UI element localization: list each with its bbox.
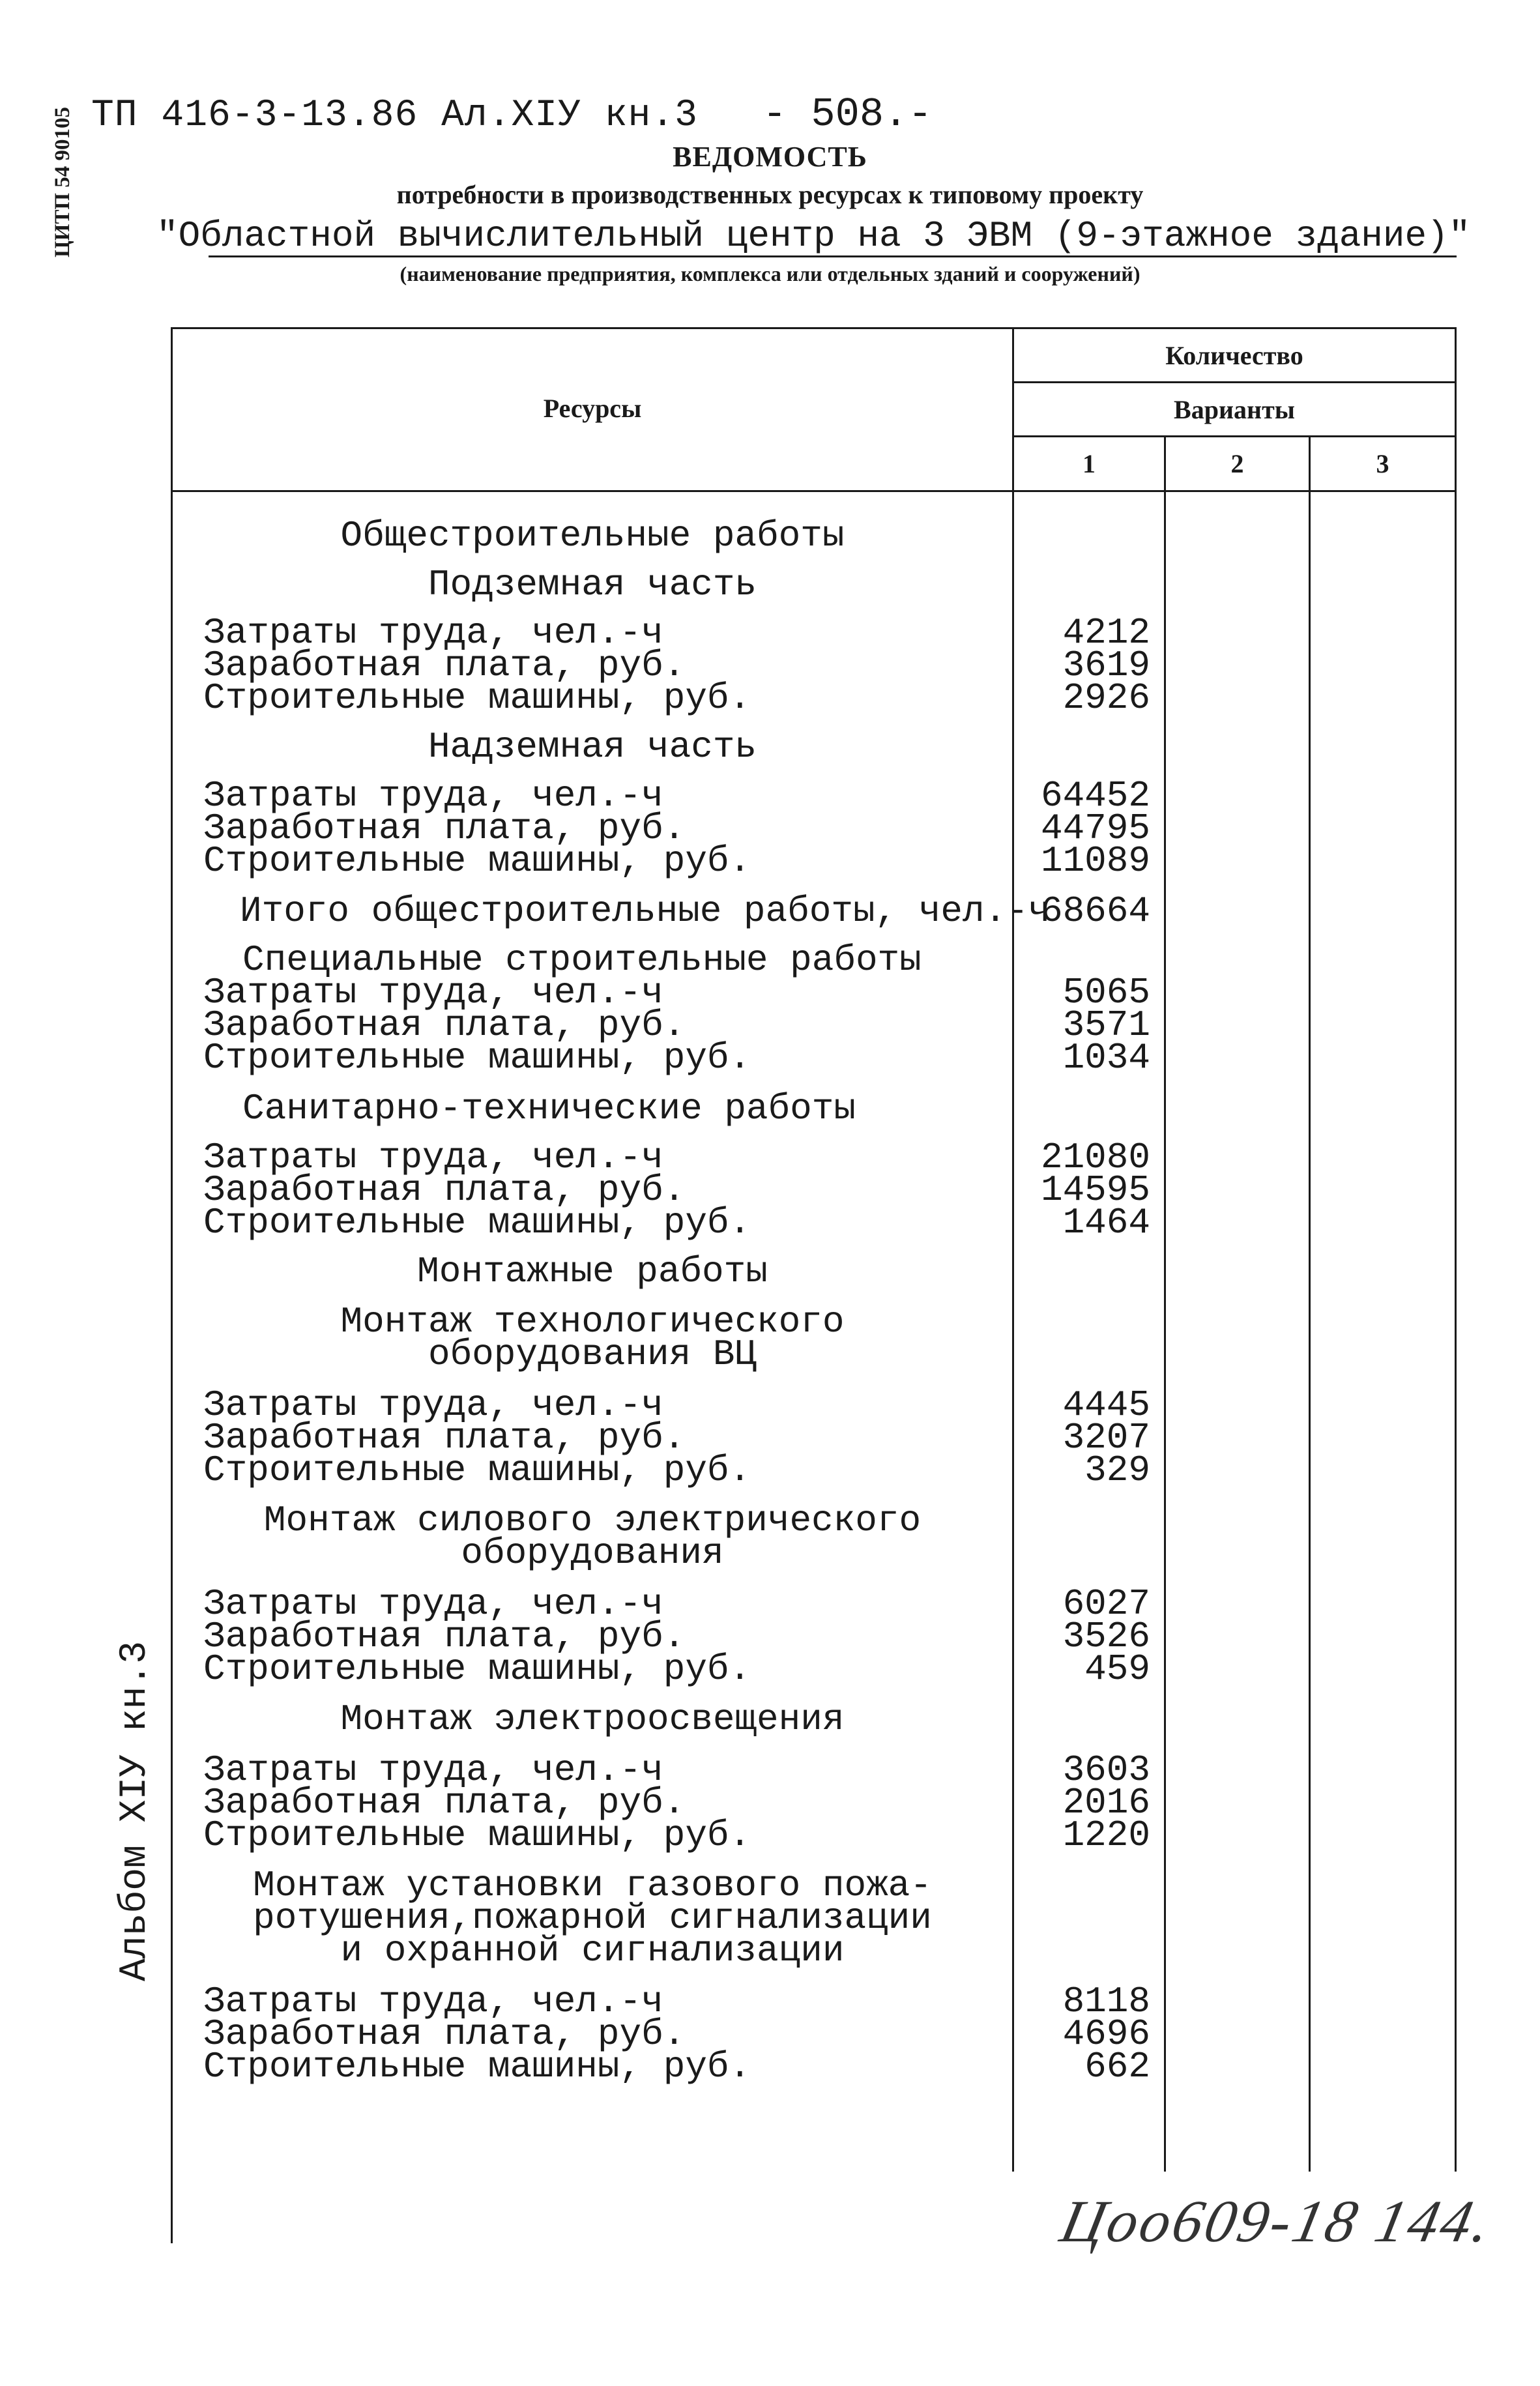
row-label: Заработная плата, руб. (203, 2013, 686, 2055)
row-label: Заработная плата, руб. (203, 1616, 686, 1657)
row-value: 11089 (1040, 840, 1150, 882)
section-heading: Общестроительные работы (340, 515, 845, 557)
row-value: 6027 (1062, 1583, 1150, 1625)
subsection-heading: Монтаж силового электрического (263, 1500, 922, 1541)
row-label: Строительные машины, руб. (203, 677, 751, 719)
subsection-heading: Монтаж установки газового пожа- (253, 1865, 932, 1906)
row-label: Заработная плата, руб. (203, 807, 686, 849)
table-col-divider-2 (1164, 435, 1166, 2172)
row-value: 329 (1084, 1449, 1150, 1491)
subsection-heading: Надземная часть (428, 726, 757, 768)
row-label: Затраты труда, чел.-ч (203, 1583, 663, 1625)
page-number: - 508.- (763, 91, 933, 138)
row-value: 3619 (1062, 645, 1150, 686)
row-label: Заработная плата, руб. (203, 1004, 686, 1046)
row-label: Строительные машины, руб. (203, 1648, 751, 1690)
row-label: Затраты труда, чел.-ч (203, 972, 663, 1013)
document-title: ВЕДОМОСТЬ (673, 141, 867, 173)
subsection-heading: Подземная часть (428, 564, 757, 605)
header-resources: Ресурсы (543, 394, 642, 423)
document-code: ТП 416-3-13.86 Ал.XIУ кн.3 (91, 95, 698, 137)
row-value: 44795 (1040, 807, 1150, 849)
row-value: 1220 (1062, 1814, 1150, 1856)
row-value: 4696 (1062, 2013, 1150, 2055)
row-label: Строительные машины, руб. (203, 1814, 751, 1856)
section-heading: Санитарно-технические работы (242, 1088, 856, 1129)
header-quantity-divider (1012, 381, 1457, 383)
row-value: 3603 (1062, 1749, 1150, 1791)
total-label: Итого общестроительные работы, чел.-ч (240, 890, 1051, 932)
row-value: 5065 (1062, 972, 1150, 1013)
row-label: Затраты труда, чел.-ч (203, 1981, 663, 2022)
subsection-heading: оборудования (461, 1532, 724, 1574)
section-heading: Монтажные работы (417, 1251, 768, 1292)
row-label: Строительные машины, руб. (203, 1202, 751, 1244)
project-caption: (наименование предприятия, комплекса или отдельных зданий и сооружений) (400, 262, 1140, 285)
row-value: 459 (1084, 1648, 1150, 1690)
row-value: 1034 (1062, 1037, 1150, 1079)
row-value: 3207 (1062, 1417, 1150, 1459)
row-label: Строительные машины, руб. (203, 2046, 751, 2088)
table-top-border (171, 327, 1457, 329)
subsection-heading: Монтаж технологического (340, 1301, 845, 1343)
header-quantity: Количество (1165, 341, 1303, 370)
row-label: Строительные машины, руб. (203, 840, 751, 882)
subsection-heading: оборудования ВЦ (428, 1333, 757, 1375)
variant-2: 2 (1230, 449, 1244, 478)
row-value: 2926 (1062, 677, 1150, 719)
table-col-divider-3 (1309, 435, 1311, 2172)
subsection-heading: и охранной сигнализации (340, 1930, 845, 1971)
cipti-code: ЦИТП 54 90105 (51, 106, 74, 257)
row-value: 8118 (1062, 1981, 1150, 2022)
total-value: 68664 (1040, 890, 1150, 932)
project-underline (209, 255, 1457, 257)
row-value: 2016 (1062, 1782, 1150, 1824)
row-label: Затраты труда, чел.-ч (203, 1749, 663, 1791)
handwritten-annotation: Цоо609-18 144. (1055, 2188, 1499, 2254)
variant-1: 1 (1082, 449, 1096, 478)
row-label: Заработная плата, руб. (203, 645, 686, 686)
row-value: 3526 (1062, 1616, 1150, 1657)
row-value: 4212 (1062, 612, 1150, 654)
row-value: 3571 (1062, 1004, 1150, 1046)
album-label: Альбом XIУ кн.3 (114, 1640, 156, 1981)
table-right-border (1455, 327, 1457, 2172)
row-label: Затраты труда, чел.-ч (203, 1384, 663, 1426)
document-subtitle: потребности в производственных ресурсах к типовому проекту (396, 180, 1144, 209)
header-bottom-border (171, 490, 1457, 492)
subsection-heading: Монтаж электроосвещения (340, 1698, 845, 1740)
table-col-divider-1 (1012, 327, 1014, 2172)
row-value: 1464 (1062, 1202, 1150, 1244)
row-label: Заработная плата, руб. (203, 1169, 686, 1211)
row-value: 4445 (1062, 1384, 1150, 1426)
subsection-heading: ротушения,пожарной сигнализации (253, 1897, 932, 1939)
row-label: Строительные машины, руб. (203, 1449, 751, 1491)
section-heading: Специальные строительные работы (242, 939, 922, 981)
variant-3: 3 (1376, 449, 1389, 478)
row-label: Затраты труда, чел.-ч (203, 775, 663, 817)
header-variants: Варианты (1174, 395, 1295, 424)
row-label: Строительные машины, руб. (203, 1037, 751, 1079)
project-name: "Областной вычислительный центр на 3 ЭВМ (9-этажное здание)" (156, 215, 1471, 257)
row-label: Затраты труда, чел.-ч (203, 1137, 663, 1178)
row-value: 21080 (1040, 1137, 1150, 1178)
row-value: 662 (1084, 2046, 1150, 2088)
header-variants-divider (1012, 435, 1457, 437)
row-label: Заработная плата, руб. (203, 1782, 686, 1824)
row-label: Заработная плата, руб. (203, 1417, 686, 1459)
row-value: 64452 (1040, 775, 1150, 817)
row-value: 14595 (1040, 1169, 1150, 1211)
row-label: Затраты труда, чел.-ч (203, 612, 663, 654)
